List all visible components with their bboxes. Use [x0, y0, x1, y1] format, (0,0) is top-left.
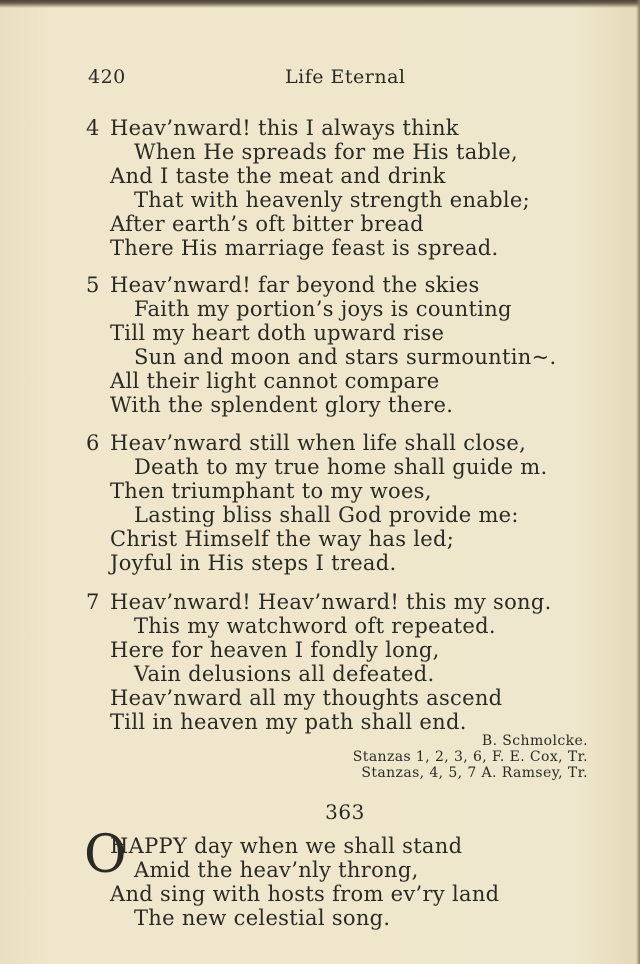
- stanza-line-text: Heav’nward! this I always think: [110, 116, 459, 140]
- hymn-number: 363: [325, 800, 365, 824]
- stanza-line-text: HAPPY day when we shall stand: [110, 834, 463, 858]
- stanza-line-text: There His marriage feast is spread.: [110, 236, 499, 260]
- stanza-line-text: With the splendent glory there.: [110, 393, 454, 417]
- stanza-number: 5: [86, 273, 100, 297]
- translator-credit: Stanzas 1, 2, 3, 6, F. E. Cox, Tr.: [352, 749, 588, 765]
- stanza-line-text: All their light cannot compare: [110, 369, 440, 393]
- running-title: Life Eternal: [285, 66, 406, 88]
- hymn-credits: [353, 733, 588, 781]
- stanza-line-text: When He spreads for me His table,: [134, 140, 519, 164]
- stanza-line-text: Death to my true home shall guide m.: [134, 455, 548, 479]
- page-top-edge-shadow: [0, 0, 640, 8]
- stanza-line-text: Vain delusions all defeated.: [134, 662, 435, 686]
- stanza-line-text: Then triumphant to my woes,: [110, 479, 432, 503]
- stanza-number: 7: [86, 590, 100, 614]
- stanza-line-text: Till my heart doth upward rise: [110, 321, 445, 345]
- page-header: [88, 66, 588, 92]
- page-number: 420: [88, 66, 126, 88]
- stanza-line-text: That with heavenly strength enable;: [134, 188, 530, 212]
- stanza-number: 6: [86, 431, 100, 455]
- stanza-line-text: Heav’nward all my thoughts ascend: [110, 686, 503, 710]
- stanza-line-text: Heav’nward! Heav’nward! this my song.: [110, 590, 552, 614]
- drop-cap: O: [84, 825, 127, 885]
- stanza-line-text: Here for heaven I fondly long,: [110, 638, 440, 662]
- stanza-line-text: And sing with hosts from ev’ry land: [110, 882, 500, 906]
- stanza-line-text: Lasting bliss shall God provide me:: [134, 503, 519, 527]
- author-credit: B. Schmolcke.: [481, 733, 588, 749]
- stanza-line-text: Amid the heav’nly throng,: [134, 858, 419, 882]
- stanza-line-text: Faith my portion’s joys is counting: [134, 297, 512, 321]
- stanza-line-text: And I taste the meat and drink: [110, 164, 446, 188]
- stanza-line-text: This my watchword oft repeated.: [134, 614, 496, 638]
- stanza-line-text: After earth’s oft bitter bread: [110, 212, 424, 236]
- translator-credit: Stanzas, 4, 5, 7 A. Ramsey, Tr.: [361, 765, 588, 781]
- stanza-line-text: The new celestial song.: [134, 906, 391, 930]
- stanza-number: 4: [86, 116, 100, 140]
- stanza-line-text: Till in heaven my path shall end.: [110, 710, 467, 734]
- stanza-line-text: Sun and moon and stars surmountin~.: [134, 345, 557, 369]
- stanza-line-text: Christ Himself the way has led;: [110, 527, 455, 551]
- stanza-line-text: Heav’nward still when life shall close,: [110, 431, 527, 455]
- stanza-line-text: Joyful in His steps I tread.: [110, 551, 397, 575]
- stanza-line-text: Heav’nward! far beyond the skies: [110, 273, 480, 297]
